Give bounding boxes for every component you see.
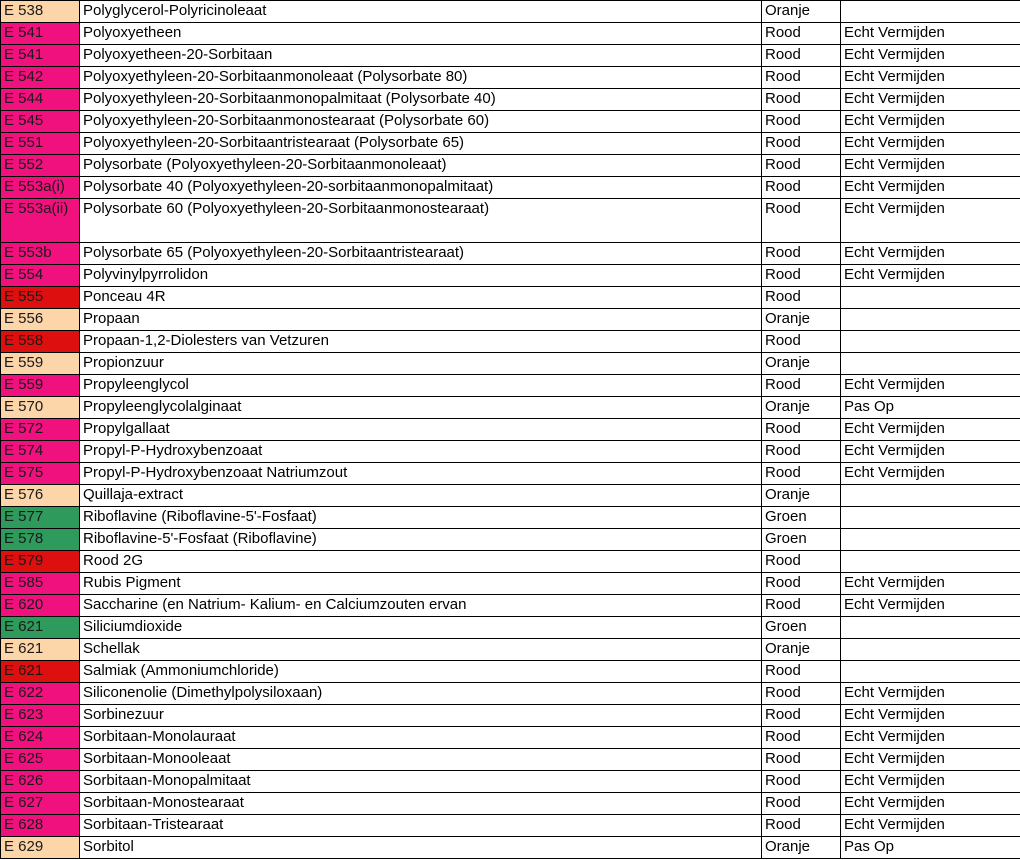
- table-row: [1, 529, 1020, 551]
- advice-cell: [841, 287, 1020, 309]
- table-row: [1, 133, 1020, 155]
- rating-cell: Rood: [762, 331, 841, 353]
- e-number-cell: E 624: [1, 727, 80, 749]
- advice-cell: Echt Vermijden: [841, 67, 1020, 89]
- rating-cell: Rood: [762, 177, 841, 199]
- advice-cell: Echt Vermijden: [841, 595, 1020, 617]
- rating-cell: Oranje: [762, 1, 841, 23]
- e-number-cell: E 551: [1, 133, 80, 155]
- e-number-cell: E 545: [1, 111, 80, 133]
- advice-cell: Echt Vermijden: [841, 111, 1020, 133]
- additive-name-cell: Riboflavine-5'-Fosfaat (Riboflavine): [80, 529, 762, 551]
- e-number-cell: E 553b: [1, 243, 80, 265]
- additive-name-cell: Propyleenglycolalginaat: [80, 397, 762, 419]
- e-number-cell: E 621: [1, 661, 80, 683]
- e-number-cell: E 579: [1, 551, 80, 573]
- table-row: [1, 243, 1020, 265]
- e-number-cell: E 541: [1, 23, 80, 45]
- rating-cell: Oranje: [762, 485, 841, 507]
- additive-name-cell: Polyglycerol-Polyricinoleaat: [80, 1, 762, 23]
- advice-cell: Echt Vermijden: [841, 23, 1020, 45]
- additive-name-cell: Rood 2G: [80, 551, 762, 573]
- e-number-cell: E 626: [1, 771, 80, 793]
- additive-name-cell: Polyoxyethyleen-20-Sorbitaanmonoleaat (Polysorbate 80): [80, 67, 762, 89]
- advice-cell: Echt Vermijden: [841, 155, 1020, 177]
- rating-cell: Rood: [762, 815, 841, 837]
- advice-cell: [841, 661, 1020, 683]
- rating-cell: Oranje: [762, 639, 841, 661]
- e-number-cell: E 572: [1, 419, 80, 441]
- table-row: [1, 331, 1020, 353]
- additive-name-cell: Riboflavine (Riboflavine-5'-Fosfaat): [80, 507, 762, 529]
- advice-cell: Pas Op: [841, 397, 1020, 419]
- table-row: [1, 419, 1020, 441]
- rating-cell: Oranje: [762, 309, 841, 331]
- additive-name-cell: Ponceau 4R: [80, 287, 762, 309]
- advice-cell: Echt Vermijden: [841, 815, 1020, 837]
- table-row: [1, 705, 1020, 727]
- table-row: [1, 551, 1020, 573]
- rating-cell: Rood: [762, 727, 841, 749]
- table-row: [1, 265, 1020, 287]
- advice-cell: Pas Op: [841, 837, 1020, 859]
- advice-cell: Echt Vermijden: [841, 749, 1020, 771]
- e-number-cell: E 576: [1, 485, 80, 507]
- rating-cell: Rood: [762, 441, 841, 463]
- table-row: [1, 67, 1020, 89]
- table-row: [1, 463, 1020, 485]
- table-row: [1, 727, 1020, 749]
- additive-name-cell: Siliconenolie (Dimethylpolysiloxaan): [80, 683, 762, 705]
- advice-cell: Echt Vermijden: [841, 573, 1020, 595]
- advice-cell: Echt Vermijden: [841, 727, 1020, 749]
- e-number-cell: E 622: [1, 683, 80, 705]
- rating-cell: Rood: [762, 551, 841, 573]
- advice-cell: [841, 529, 1020, 551]
- advice-cell: [841, 639, 1020, 661]
- table-row: [1, 617, 1020, 639]
- additive-name-cell: Polyoxyethyleen-20-Sorbitaanmonostearaat (Polysorbate 60): [80, 111, 762, 133]
- advice-cell: [841, 617, 1020, 639]
- e-number-cell: E 553a(ii): [1, 199, 80, 243]
- table-row: [1, 441, 1020, 463]
- table-row: [1, 397, 1020, 419]
- table-row: [1, 177, 1020, 199]
- rating-cell: Rood: [762, 155, 841, 177]
- e-number-cell: E 554: [1, 265, 80, 287]
- e-number-cell: E 556: [1, 309, 80, 331]
- table-row: [1, 573, 1020, 595]
- table-row: [1, 683, 1020, 705]
- e-number-cell: E 578: [1, 529, 80, 551]
- table-row: [1, 23, 1020, 45]
- e-number-cell: E 625: [1, 749, 80, 771]
- rating-cell: Rood: [762, 573, 841, 595]
- additive-name-cell: Propyl-P-Hydroxybenzoaat Natriumzout: [80, 463, 762, 485]
- table-row: [1, 353, 1020, 375]
- table-row: [1, 837, 1020, 859]
- rating-cell: Rood: [762, 45, 841, 67]
- table-row: [1, 771, 1020, 793]
- rating-cell: Rood: [762, 595, 841, 617]
- additive-name-cell: Saccharine (en Natrium- Kalium- en Calciumzouten ervan: [80, 595, 762, 617]
- e-number-cell: E 621: [1, 617, 80, 639]
- advice-cell: [841, 331, 1020, 353]
- advice-cell: [841, 1, 1020, 23]
- rating-cell: Rood: [762, 111, 841, 133]
- e-number-cell: E 623: [1, 705, 80, 727]
- additive-name-cell: Quillaja-extract: [80, 485, 762, 507]
- e-number-cell: E 621: [1, 639, 80, 661]
- e-number-cell: E 575: [1, 463, 80, 485]
- advice-cell: [841, 485, 1020, 507]
- e-number-cell: E 555: [1, 287, 80, 309]
- additive-name-cell: Propaan: [80, 309, 762, 331]
- additive-name-cell: Sorbitaan-Tristearaat: [80, 815, 762, 837]
- table-row: [1, 793, 1020, 815]
- additive-name-cell: Propionzuur: [80, 353, 762, 375]
- table-row: [1, 507, 1020, 529]
- additive-name-cell: Propaan-1,2-Diolesters van Vetzuren: [80, 331, 762, 353]
- table-row: [1, 199, 1020, 243]
- e-number-cell: E 628: [1, 815, 80, 837]
- rating-cell: Rood: [762, 243, 841, 265]
- rating-cell: Rood: [762, 199, 841, 243]
- advice-cell: Echt Vermijden: [841, 199, 1020, 243]
- additive-name-cell: Polyoxyethyleen-20-Sorbitaanmonopalmitaat (Polysorbate 40): [80, 89, 762, 111]
- additive-name-cell: Rubis Pigment: [80, 573, 762, 595]
- additive-name-cell: Sorbitaan-Monooleaat: [80, 749, 762, 771]
- advice-cell: Echt Vermijden: [841, 441, 1020, 463]
- additive-name-cell: Sorbitaan-Monopalmitaat: [80, 771, 762, 793]
- additive-name-cell: Polyoxyetheen: [80, 23, 762, 45]
- rating-cell: Rood: [762, 23, 841, 45]
- additive-name-cell: Polyoxyetheen-20-Sorbitaan: [80, 45, 762, 67]
- additive-name-cell: Polyvinylpyrrolidon: [80, 265, 762, 287]
- additive-name-cell: Propylgallaat: [80, 419, 762, 441]
- advice-cell: Echt Vermijden: [841, 133, 1020, 155]
- additive-name-cell: Propyl-P-Hydroxybenzoaat: [80, 441, 762, 463]
- e-number-cell: E 558: [1, 331, 80, 353]
- table-row: [1, 89, 1020, 111]
- rating-cell: Oranje: [762, 353, 841, 375]
- additive-name-cell: Polyoxyethyleen-20-Sorbitaantristearaat (Polysorbate 65): [80, 133, 762, 155]
- table-row: [1, 45, 1020, 67]
- table-row: [1, 309, 1020, 331]
- rating-cell: Rood: [762, 133, 841, 155]
- additive-name-cell: Polysorbate 65 (Polyoxyethyleen-20-Sorbitaantristearaat): [80, 243, 762, 265]
- rating-cell: Rood: [762, 265, 841, 287]
- table-row: [1, 485, 1020, 507]
- advice-cell: Echt Vermijden: [841, 375, 1020, 397]
- e-number-cell: E 574: [1, 441, 80, 463]
- advice-cell: Echt Vermijden: [841, 793, 1020, 815]
- e-number-cell: E 552: [1, 155, 80, 177]
- table-row: [1, 111, 1020, 133]
- rating-cell: Oranje: [762, 837, 841, 859]
- e-number-cell: E 542: [1, 67, 80, 89]
- e-number-cell: E 544: [1, 89, 80, 111]
- table-row: [1, 661, 1020, 683]
- rating-cell: Rood: [762, 419, 841, 441]
- additive-name-cell: Schellak: [80, 639, 762, 661]
- additive-name-cell: Propyleenglycol: [80, 375, 762, 397]
- advice-cell: Echt Vermijden: [841, 177, 1020, 199]
- advice-cell: Echt Vermijden: [841, 89, 1020, 111]
- rating-cell: Rood: [762, 375, 841, 397]
- rating-cell: Rood: [762, 463, 841, 485]
- additive-name-cell: Polysorbate (Polyoxyethyleen-20-Sorbitaanmonoleaat): [80, 155, 762, 177]
- table-row: [1, 1, 1020, 23]
- e-number-cell: E 629: [1, 837, 80, 859]
- advice-cell: Echt Vermijden: [841, 419, 1020, 441]
- table-row: [1, 639, 1020, 661]
- rating-cell: Rood: [762, 793, 841, 815]
- advice-cell: [841, 309, 1020, 331]
- advice-cell: Echt Vermijden: [841, 243, 1020, 265]
- additive-name-cell: Sorbitol: [80, 837, 762, 859]
- e-number-cell: E 538: [1, 1, 80, 23]
- rating-cell: Groen: [762, 617, 841, 639]
- e-number-cell: E 559: [1, 353, 80, 375]
- e-number-cell: E 553a(i): [1, 177, 80, 199]
- advice-cell: Echt Vermijden: [841, 463, 1020, 485]
- rating-cell: Rood: [762, 705, 841, 727]
- advice-cell: [841, 507, 1020, 529]
- additive-name-cell: Sorbitaan-Monolauraat: [80, 727, 762, 749]
- additive-name-cell: Sorbinezuur: [80, 705, 762, 727]
- table-row: [1, 595, 1020, 617]
- additive-name-cell: Siliciumdioxide: [80, 617, 762, 639]
- rating-cell: Groen: [762, 507, 841, 529]
- table-row: [1, 815, 1020, 837]
- additive-name-cell: Salmiak (Ammoniumchloride): [80, 661, 762, 683]
- rating-cell: Rood: [762, 683, 841, 705]
- rating-cell: Rood: [762, 89, 841, 111]
- e-number-cell: E 577: [1, 507, 80, 529]
- e-number-cell: E 620: [1, 595, 80, 617]
- rating-cell: Groen: [762, 529, 841, 551]
- e-number-cell: E 541: [1, 45, 80, 67]
- table-row: [1, 287, 1020, 309]
- e-number-cell: E 559: [1, 375, 80, 397]
- e-number-cell: E 570: [1, 397, 80, 419]
- rating-cell: Rood: [762, 749, 841, 771]
- additive-name-cell: Sorbitaan-Monostearaat: [80, 793, 762, 815]
- table-row: [1, 749, 1020, 771]
- additives-table-body: [1, 1, 1020, 859]
- e-number-cell: E 585: [1, 573, 80, 595]
- advice-cell: Echt Vermijden: [841, 683, 1020, 705]
- additive-name-cell: Polysorbate 60 (Polyoxyethyleen-20-Sorbitaanmonostearaat): [80, 199, 762, 243]
- rating-cell: Rood: [762, 661, 841, 683]
- advice-cell: Echt Vermijden: [841, 705, 1020, 727]
- advice-cell: [841, 551, 1020, 573]
- e-number-cell: E 627: [1, 793, 80, 815]
- advice-cell: Echt Vermijden: [841, 265, 1020, 287]
- rating-cell: Rood: [762, 287, 841, 309]
- table-row: [1, 155, 1020, 177]
- advice-cell: Echt Vermijden: [841, 771, 1020, 793]
- table-row: [1, 375, 1020, 397]
- rating-cell: Rood: [762, 771, 841, 793]
- advice-cell: [841, 353, 1020, 375]
- rating-cell: Oranje: [762, 397, 841, 419]
- additive-name-cell: Polysorbate 40 (Polyoxyethyleen-20-sorbitaanmonopalmitaat): [80, 177, 762, 199]
- rating-cell: Rood: [762, 67, 841, 89]
- advice-cell: Echt Vermijden: [841, 45, 1020, 67]
